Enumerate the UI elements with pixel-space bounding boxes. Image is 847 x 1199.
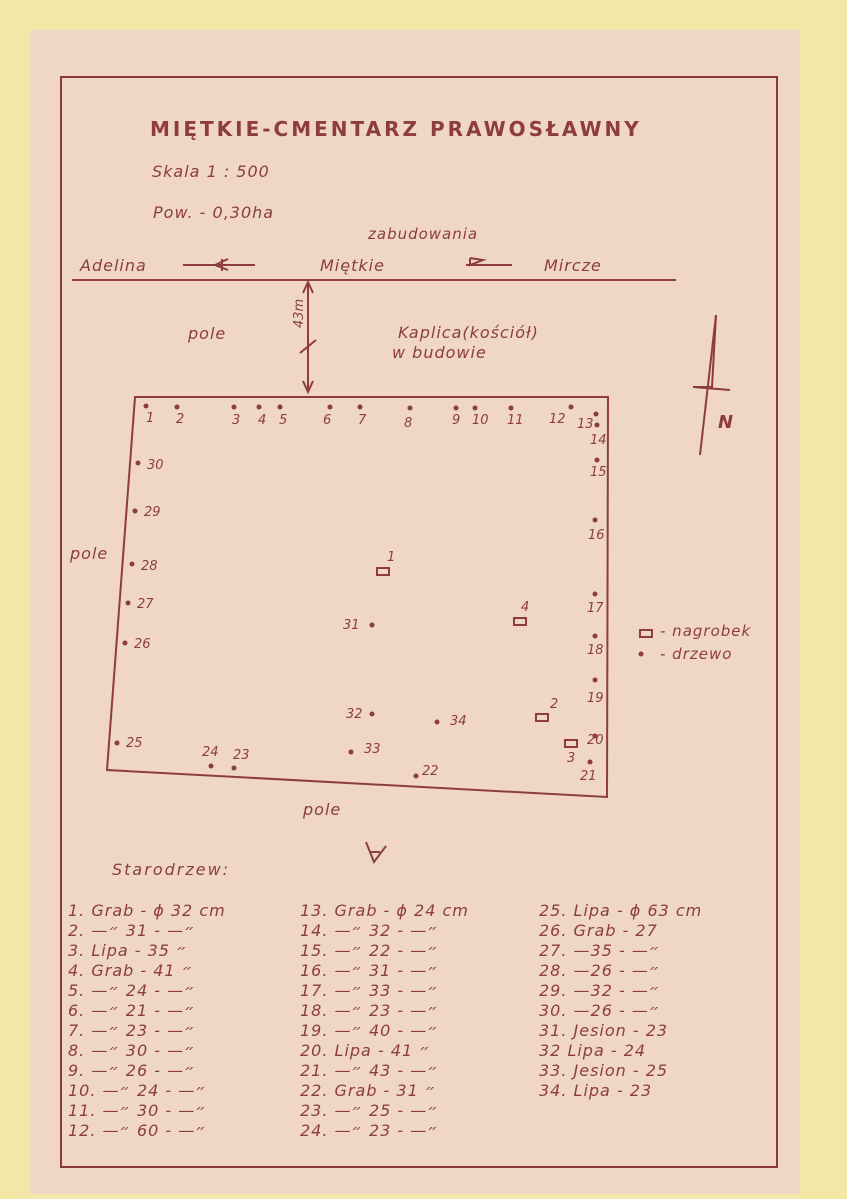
inventory-row: 5. —״— - 24 ״ (68, 981, 196, 1000)
tree-13 (594, 412, 599, 417)
tree-31 (370, 623, 375, 628)
tree-label-5: 5 (279, 413, 288, 428)
tree-label-2: 2 (176, 412, 185, 427)
tree-9 (454, 406, 459, 411)
tree-label-15: 15 (590, 465, 607, 480)
tree-17 (593, 592, 598, 597)
inventory-row: 34. Lipa - 23 (539, 1081, 653, 1100)
tree-label-1: 1 (146, 411, 155, 426)
tree-label-19: 19 (587, 691, 604, 706)
tree-8 (408, 406, 413, 411)
inventory-row: 21. —״— - 43 ״ (300, 1061, 439, 1080)
tree-label-9: 9 (452, 413, 461, 428)
inventory-row: 4. Grab - 41 ״ (68, 961, 193, 980)
tree-label-8: 8 (404, 416, 413, 431)
inventory-row: 10. —״— - 24 ״ (68, 1081, 207, 1100)
tree-label-11: 11 (507, 413, 524, 428)
tree-29 (133, 509, 138, 514)
buildings-label: zabudowania (368, 225, 479, 243)
tree-19 (593, 678, 598, 683)
tree-label-26: 26 (134, 637, 151, 652)
inventory-row: 32 Lipa - 24 (539, 1041, 647, 1060)
tree-label-20: 20 (587, 733, 604, 748)
tree-label-21: 21 (580, 769, 597, 784)
legend-grave-symbol (640, 630, 652, 637)
tree-label-29: 29 (144, 505, 161, 520)
inventory-row: 25. Lipa - ϕ 63 cm (539, 901, 703, 920)
gravestone-3 (565, 740, 577, 747)
inventory-row: 13. Grab - ϕ 24 cm (300, 901, 469, 920)
gravestone-label-4: 4 (521, 600, 530, 615)
inventory-row: 27. —״— - 35 (539, 941, 661, 960)
road-center-label: Miętkie (320, 256, 385, 275)
inventory-row: 15. —״— - 22 ״ (300, 941, 439, 960)
tree-label-7: 7 (358, 413, 367, 428)
north-arrow (700, 315, 716, 455)
tree-3 (232, 405, 237, 410)
tree-11 (509, 406, 514, 411)
tree-6 (328, 405, 333, 410)
tree-10 (473, 406, 478, 411)
tree-4 (257, 405, 262, 410)
tree-label-18: 18 (587, 643, 604, 658)
map-title: MIĘTKIE-CMENTARZ PRAWOSŁAWNY (150, 117, 642, 141)
arrow-east-head (470, 258, 483, 265)
tree-22 (414, 774, 419, 779)
tree-28 (130, 562, 135, 567)
tree-25 (115, 741, 120, 746)
area-label: Pow. - 0,30ha (153, 203, 275, 222)
field-left-label: pole (70, 544, 109, 563)
tree-5 (278, 405, 283, 410)
tree-label-4: 4 (258, 413, 267, 428)
tree-18 (593, 634, 598, 639)
inventory-row: 11. —״— - 30 ״ (68, 1101, 207, 1120)
tree-label-14: 14 (590, 433, 607, 448)
tree-label-16: 16 (588, 528, 605, 543)
inventory-row: 17. —״— - 33 ״ (300, 981, 439, 1000)
tree-33 (349, 750, 354, 755)
tree-1 (144, 404, 149, 409)
tree-label-6: 6 (323, 413, 332, 428)
inventory-row: 30. —״— - 26 (539, 1001, 661, 1020)
tree-label-27: 27 (137, 597, 154, 612)
tree-label-22: 22 (422, 764, 439, 779)
inventory-row: 31. Jesion - 23 (539, 1021, 669, 1040)
inventory-row: 6. —״— - 21 ״ (68, 1001, 196, 1020)
tree-32 (370, 712, 375, 717)
inventory-row: 28. —״— - 26 (539, 961, 661, 980)
inventory-row: 26. Grab - 27 (539, 921, 658, 940)
inventory-row: 33. Jesion - 25 (539, 1061, 669, 1080)
inventory-row: 7. —״— - 23 ״ (68, 1021, 196, 1040)
tree-label-33: 33 (364, 742, 381, 757)
tree-label-34: 34 (450, 714, 467, 729)
inventory-row: 1. Grab - ϕ 32 cm (68, 901, 226, 920)
tree-label-30: 30 (147, 458, 164, 473)
tree-label-28: 28 (141, 559, 158, 574)
gravestone-label-2: 2 (550, 697, 559, 712)
tree-label-23: 23 (233, 748, 250, 763)
tree-14 (595, 423, 600, 428)
inventory-row: 14. —״— - 32 ״ (300, 921, 439, 940)
gravestone-1 (377, 568, 389, 575)
tree-7 (358, 405, 363, 410)
gravestone-label-3: 3 (567, 751, 576, 766)
chapel-label: Kaplica(kościół) (398, 323, 539, 342)
legend-tree: - drzewo (660, 645, 733, 663)
tree-label-12: 12 (549, 412, 566, 427)
tree-label-17: 17 (587, 601, 604, 616)
tree-label-10: 10 (472, 413, 489, 428)
tree-label-32: 32 (346, 707, 363, 722)
inventory-row: 3. Lipa - 35 ״ (68, 941, 188, 960)
inventory-row: 23. —״— - 25 ״ (300, 1101, 439, 1120)
tree-26 (123, 641, 128, 646)
inventory-row: 19. —״— - 40 ״ (300, 1021, 439, 1040)
inventory-row: 8. —״— - 30 ״ (68, 1041, 196, 1060)
tree-2 (175, 405, 180, 410)
tree-30 (136, 461, 141, 466)
tree-label-3: 3 (232, 413, 241, 428)
chapel-label-2: w budowie (392, 343, 487, 362)
legend-tree-symbol (639, 652, 644, 657)
tree-label-24: 24 (202, 745, 219, 760)
road-west-label: Adelina (80, 256, 147, 275)
road-east-label: Mircze (544, 256, 602, 275)
gravestone-label-1: 1 (387, 550, 396, 565)
legend-gravestone: - nagrobek (660, 622, 752, 640)
inventory-row: 9. —״— - 26 ״ (68, 1061, 196, 1080)
inventory-row: 24. —״— - 23 ״ (300, 1121, 439, 1140)
gravestone-4 (514, 618, 526, 625)
tree-label-25: 25 (126, 736, 143, 751)
inventory-row: 29. —״— - 32 (539, 981, 661, 1000)
tree-34 (435, 720, 440, 725)
inventory-row: 12. —״— - 60 ״ (68, 1121, 207, 1140)
north-letter: N (718, 412, 734, 433)
inventory-row: 20. Lipa - 41 ״ (300, 1041, 431, 1060)
gravestone-2 (536, 714, 548, 721)
tree-21 (588, 760, 593, 765)
inventory-row: 16. —״— - 31 ״ (300, 961, 439, 980)
tree-15 (595, 458, 600, 463)
cemetery-boundary (107, 397, 608, 797)
tree-27 (126, 601, 131, 606)
inventory-row: 22. Grab - 31 ״ (300, 1081, 437, 1100)
tree-label-31: 31 (343, 618, 360, 633)
inventory-row: 2. —״— - 31 ״ (68, 921, 196, 940)
list-heading: Starodrzew: (112, 860, 231, 879)
field-bottom-label: pole (303, 800, 342, 819)
scale-label: Skala 1 : 500 (152, 162, 270, 181)
tree-16 (593, 518, 598, 523)
inventory-row: 18. —״— - 23 ״ (300, 1001, 439, 1020)
field-top-label: pole (188, 324, 227, 343)
tree-label-13: 13 (577, 417, 594, 432)
south-mark (366, 842, 386, 862)
distance-label: 43m (292, 298, 307, 328)
tree-12 (569, 405, 574, 410)
tree-24 (209, 764, 214, 769)
tree-23 (232, 766, 237, 771)
